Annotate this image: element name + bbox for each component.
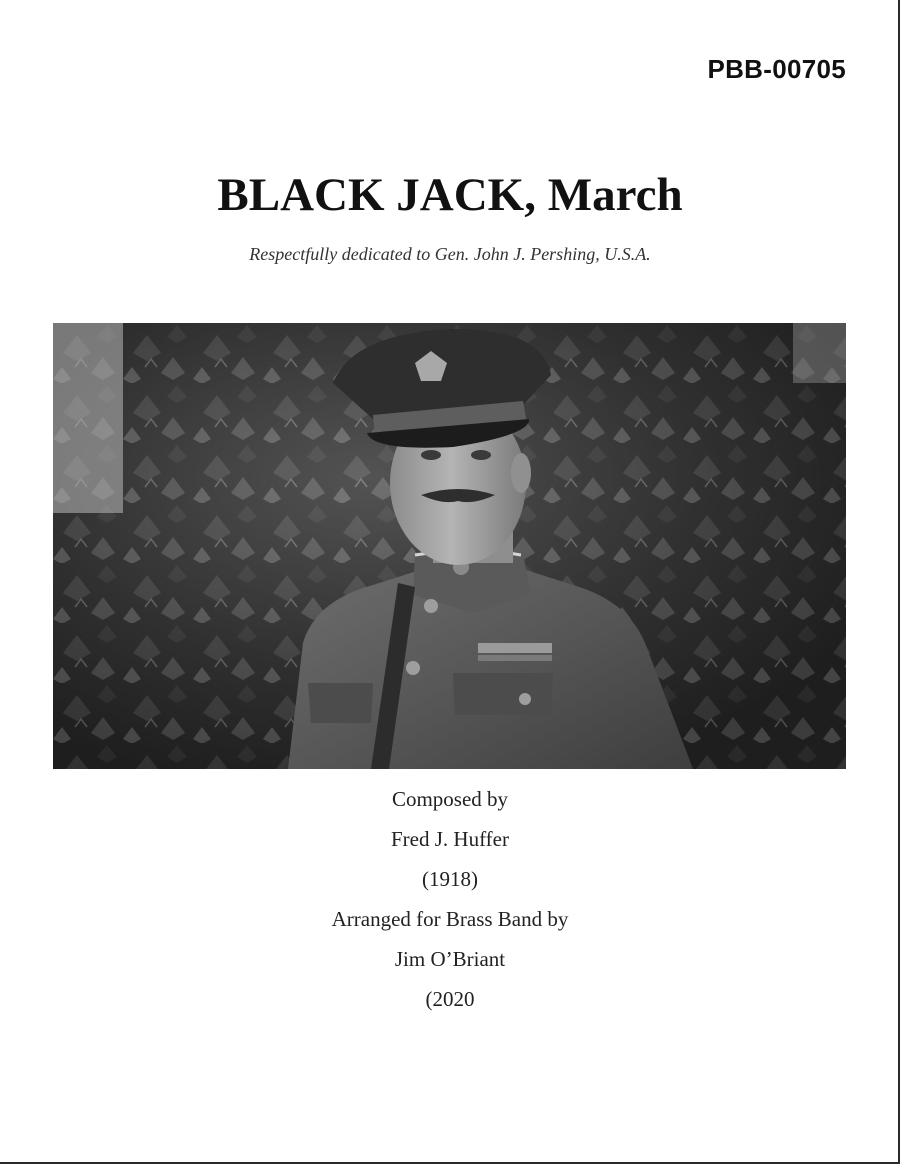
composer-name: Fred J. Huffer	[390, 827, 509, 851]
composed-year: (1918)	[422, 867, 478, 891]
catalog-number: PBB-00705	[707, 54, 846, 84]
arranger-name: Jim O’Briant	[394, 947, 506, 971]
portrait-photo	[53, 323, 846, 769]
arranged-label: Arranged for Brass Band by	[331, 907, 569, 931]
credits-block	[0, 784, 900, 1024]
dedication-text: Respectfully dedicated to Gen. John J. Pershing, U.S.A.	[249, 244, 651, 264]
page-title: BLACK JACK, March	[217, 169, 683, 221]
composed-label: Composed by	[391, 787, 509, 811]
arranged-year: (2020	[425, 987, 475, 1011]
